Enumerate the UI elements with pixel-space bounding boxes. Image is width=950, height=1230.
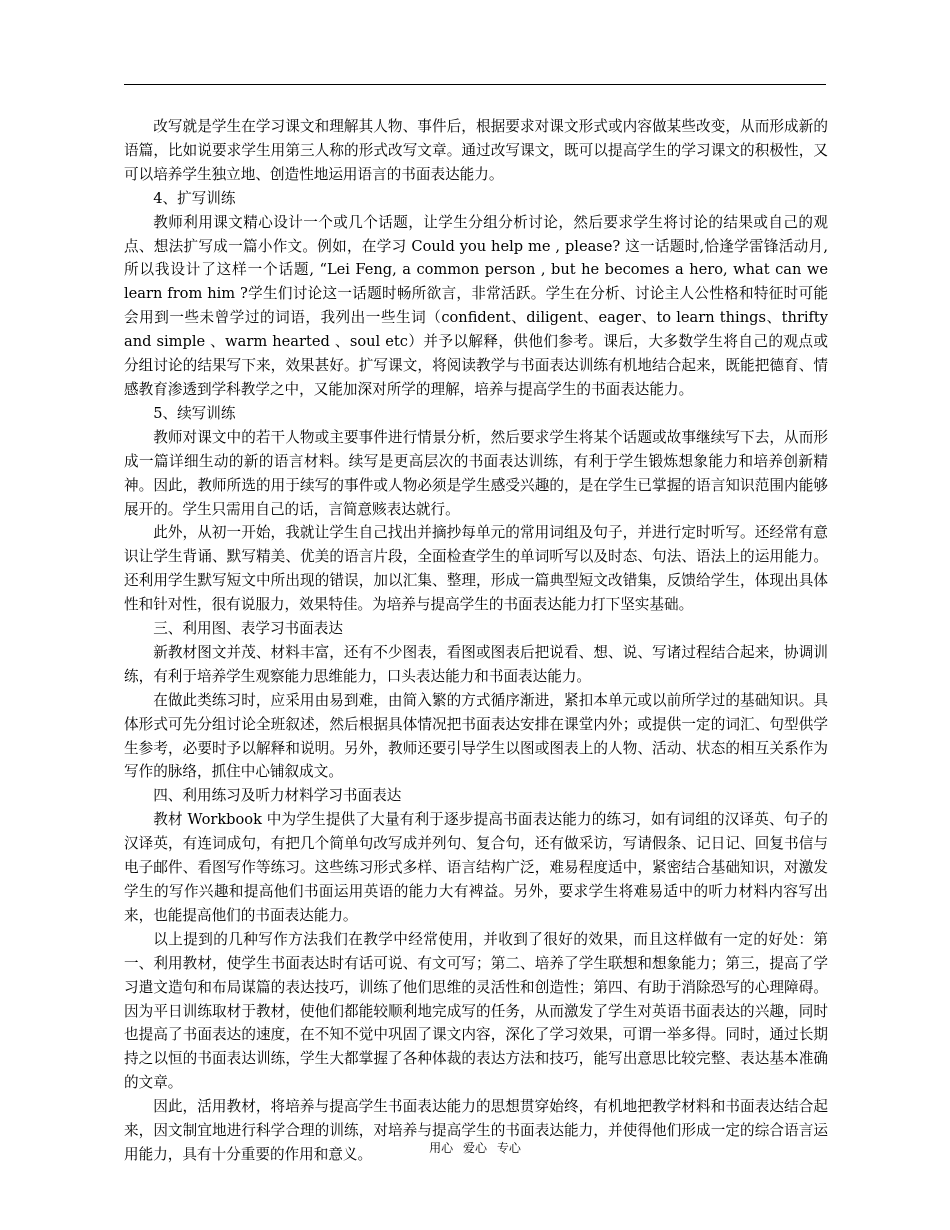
heading-charts-section: 三、利用图、表学习书面表达 [153, 620, 343, 638]
paragraph-dictation: 此外，从初一开始，我就让学生自己找出并摘抄每单元的常用词组及句子，并进行定时听写。还经常有意识让学生背诵、默写精美、优美的语言片段，全面检查学生的单词听写以及时态、句法、语法上的运用能力。还利用学生默写短文中所出现的错误，加以汇集、整理，形成一篇典型短文改错集，反馈给学生，体现出具体性和针对性，很有说服力，效果特佳。为培养与提高学生的书面表达能力打下坚实基础。 [124, 524, 828, 614]
paragraph-expansion: 教师利用课文精心设计一个或几个话题，让学生分组分析讨论，然后要求学生将讨论的结果或自己的观点、想法扩写成一篇小作文。例如，在学习 Could you help me , please? 这一话题时,恰逢学雷锋活动月,所以我设计了这样一个话题, “Lei Feng, a common person , but he becomes a hero, what can we learn from him ?学生们讨论这一话题时畅所欲言，非常活跃。学生在分析、讨论主人公性格和特征时可能会用到一些未曾学过的词语，我列出一些生词（confident、diligent、eager、to learn things、thrifty and simple 、warm hearted 、soul etc）并予以解释，供他们参考。课后，大多数学生将自己的观点或分组讨论的结果写下来，效果甚好。扩写课文，将阅读教学与书面表达训练有机地结合起来，既能把德育、情感教育渗透到学科教学之中，又能加深对所学的理解，培养与提高学生的书面表达能力。 [124, 213, 828, 398]
paragraph-continuation: 教师对课文中的若干人物或主要事件进行情景分析，然后要求学生将某个话题或故事继续写下去，从而形成一篇详细生动的新的语言材料。续写是更高层次的书面表达训练，有利于学生锻炼想象能力和培养创新精神。因此，教师所选的用于续写的事件或人物必须是学生感受兴趣的，是在学生已掌握的语言知识范围内能够展开的。学生只需用自己的话，言简意赅表达就行。 [124, 428, 828, 518]
header-rule [124, 84, 826, 85]
heading-continuation-training: 5、续写训练 [153, 404, 236, 422]
paragraph-charts-intro: 新教材图文并茂、材料丰富，还有不少图表，看图或图表后把说看、想、说、写诸过程结合起来，协调训练，有利于培养学生观察能力思维能力，口头表达能力和书面表达能力。 [124, 643, 828, 685]
page-footer [0, 1140, 950, 1156]
paragraph-conclusion: 因此，活用教材，将培养与提高学生书面表达能力的思想贯穿始终，有机地把教学材料和书面表达结合起来，因文制宜地进行科学合理的训练，对培养与提高学生的书面表达能力，并使得他们形成一定的综合语言运用能力，具有十分重要的作用和意义。 [124, 1098, 828, 1163]
heading-expansion-training: 4、扩写训练 [153, 189, 236, 207]
document-body [124, 115, 828, 1167]
paragraph-workbook: 教材 Workbook 中为学生提供了大量有利于逐步提高书面表达能力的练习，如有词组的汉译英、句子的汉译英，有连词成句，有把几个简单句改写成并列句、复合句，还有做采访，写请假条、记日记、回复书信与电子邮件、看图写作等练习。这些练习形式多样、语言结构广泛，难易程度适中，紧密结合基础知识，对激发学生的写作兴趣和提高他们书面运用英语的能力大有裨益。另外，要求学生将难易适中的听力材料内容写出来，也能提高他们的书面表达能力。 [124, 811, 828, 924]
footer-item: 用心 [429, 1141, 454, 1155]
paragraph-rewriting: 改写就是学生在学习课文和理解其人物、事件后，根据要求对课文形式或内容做某些改变，从而形成新的语篇，比如说要求学生用第三人称的形式改写文章。通过改写课文，既可以提高学生的学习课文的积极性，又可以培养学生独立地、创造性地运用语言的书面表达能力。 [124, 118, 828, 183]
heading-exercises-section: 四、利用练习及听力材料学习书面表达 [153, 787, 402, 805]
paragraph-benefits: 以上提到的几种写作方法我们在教学中经常使用，并收到了很好的效果，而且这样做有一定的好处：第一、利用教材，使学生书面表达时有话可说、有文可写；第二、培养了学生联想和想象能力；第三，提高了学习遣文造句和布局谋篇的表达技巧，训练了他们思维的灵活性和创造性；第四、有助于消除恐写的心理障碍。因为平日训练取材于教材，使他们都能较顺利地完成写的任务，从而激发了学生对英语书面表达的兴趣，同时也提高了书面表达的速度，在不知不觉中巩固了课文内容，深化了学习效果，可谓一举多得。同时，通过长期持之以恒的书面表达训练，学生大都掌握了各种体裁的表达方法和技巧，能写出意思比较完整、表达基本准确的文章。 [124, 930, 828, 1092]
paragraph-charts-method: 在做此类练习时，应采用由易到难，由简入繁的方式循序渐进，紧扣本单元或以前所学过的基础知识。具体形式可先分组讨论全班叙述，然后根据具体情况把书面表达安排在课堂内外；或提供一定的词汇、句型供学生参考，必要时予以解释和说明。另外，教师还要引导学生以图或图表上的人物、活动、状态的相互关系作为写作的脉络，抓住中心铺叙成文。 [124, 691, 828, 781]
footer-item: 专心 [496, 1141, 521, 1155]
footer-item: 爱心 [462, 1141, 487, 1155]
